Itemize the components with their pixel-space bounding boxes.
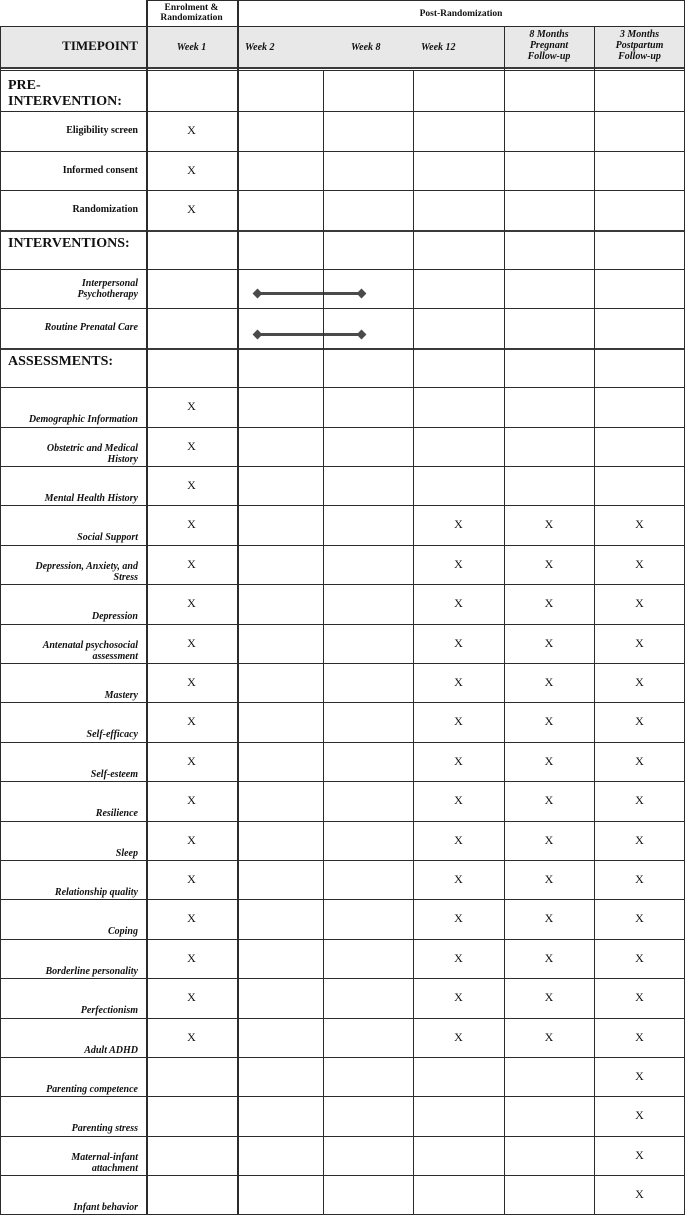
assessment-row-label: Infant behavior bbox=[73, 1202, 138, 1214]
assessment-row-label: Obstetric and Medical History bbox=[46, 442, 138, 465]
assessment-row-mark: X bbox=[635, 1187, 644, 1202]
assessment-row-label: Perfectionism bbox=[80, 1005, 138, 1017]
assessment-row-mark: X bbox=[544, 596, 554, 611]
row-divider bbox=[0, 1057, 685, 1058]
row-divider bbox=[0, 1175, 685, 1176]
assessment-row-mark: X bbox=[635, 675, 644, 689]
intervention-duration-bar bbox=[258, 292, 361, 295]
row-divider bbox=[0, 505, 685, 506]
assessment-row-mark: X bbox=[187, 478, 196, 492]
assessment-row-mark: X bbox=[454, 714, 463, 729]
assessment-row-label: Coping bbox=[107, 926, 138, 938]
row-divider bbox=[0, 348, 685, 350]
assessment-row-mark: X bbox=[187, 596, 196, 611]
assessment-row-label: Mastery bbox=[104, 690, 138, 701]
assessment-row-mark: X bbox=[544, 714, 554, 729]
row-divider bbox=[0, 269, 685, 270]
bar-end-marker bbox=[357, 330, 367, 340]
row-divider bbox=[0, 1096, 685, 1097]
assessment-row-mark: X bbox=[454, 517, 463, 532]
assessment-row-label: Demographic Information bbox=[28, 414, 138, 426]
pre-row-label: Randomization bbox=[72, 204, 138, 216]
row-divider bbox=[0, 387, 685, 388]
assessment-row-mark: X bbox=[454, 753, 463, 768]
column-divider bbox=[413, 70, 414, 1215]
assessment-row-label: Parenting stress bbox=[71, 1123, 138, 1135]
assessment-row-label: Social Support bbox=[77, 532, 138, 544]
assessment-row-label: Depression bbox=[91, 611, 138, 623]
row-divider bbox=[0, 663, 685, 664]
assessment-row-mark: X bbox=[454, 556, 463, 571]
eight-months-header: 8 Months Pregnant Follow-up bbox=[527, 29, 571, 62]
assessment-row-mark: X bbox=[187, 832, 196, 847]
three-months-header: 3 Months Postpartum Follow-up bbox=[615, 29, 664, 62]
assessment-row-mark: X bbox=[544, 832, 554, 847]
row-divider bbox=[0, 308, 685, 309]
assessment-row-label: Self-esteem bbox=[90, 768, 138, 780]
assessment-row-mark: X bbox=[544, 635, 554, 650]
post-randomization-header: Post-Randomization bbox=[419, 9, 503, 19]
assessment-row-label: Adult ADHD bbox=[84, 1044, 138, 1056]
assessment-row-mark: X bbox=[544, 950, 554, 965]
intervention-row-label: Routine Prenatal Care bbox=[44, 322, 138, 334]
left-border bbox=[0, 26, 1, 1215]
assessment-row-mark: X bbox=[635, 714, 644, 729]
row-divider bbox=[0, 702, 685, 703]
assessment-row-mark: X bbox=[187, 556, 196, 571]
intervention-duration-bar bbox=[258, 333, 361, 336]
top-border bbox=[146, 0, 685, 1]
bar-start-marker bbox=[253, 330, 263, 340]
assessment-row-mark: X bbox=[187, 635, 196, 650]
assessment-row-mark: X bbox=[187, 399, 196, 414]
assessment-row-mark: X bbox=[544, 990, 554, 1005]
assessment-row-mark: X bbox=[187, 714, 196, 729]
assessment-row-mark: X bbox=[635, 832, 644, 847]
row-divider bbox=[0, 1018, 685, 1019]
pre-intervention-heading: PRE- INTERVENTION: bbox=[8, 78, 122, 109]
assessments-heading: ASSESSMENTS: bbox=[8, 353, 114, 369]
assessment-row-mark: X bbox=[544, 911, 554, 926]
header-divider bbox=[0, 26, 685, 27]
assessment-row-mark: X bbox=[187, 911, 196, 926]
timepoint-header: TIMEPOINT bbox=[62, 38, 138, 53]
assessment-row-mark: X bbox=[454, 950, 463, 965]
assessment-row-label: Sleep bbox=[115, 847, 138, 859]
assessment-row-mark: X bbox=[187, 793, 196, 808]
pre-row-mark: X bbox=[187, 162, 196, 177]
pre-row-mark: X bbox=[187, 202, 196, 217]
assessment-row-mark: X bbox=[454, 911, 463, 926]
interventions-heading: INTERVENTIONS: bbox=[8, 235, 130, 251]
row-divider bbox=[0, 230, 685, 232]
assessment-row-mark: X bbox=[635, 950, 644, 965]
assessment-row-mark: X bbox=[635, 793, 644, 808]
header-bottom-border bbox=[0, 67, 685, 69]
assessment-row-mark: X bbox=[454, 675, 463, 689]
row-divider bbox=[0, 151, 685, 152]
row-divider bbox=[0, 899, 685, 900]
row-divider bbox=[0, 742, 685, 743]
pre-row-label: Eligibility screen bbox=[66, 125, 138, 137]
pre-row-label: Informed consent bbox=[62, 164, 138, 176]
assessment-row-mark: X bbox=[635, 1108, 644, 1123]
assessment-row-mark: X bbox=[544, 556, 554, 571]
row-divider bbox=[0, 545, 685, 546]
assessment-row-label: Parenting competence bbox=[46, 1084, 138, 1095]
assessment-row-mark: X bbox=[635, 753, 644, 768]
assessment-row-mark: X bbox=[635, 1147, 644, 1162]
row-divider bbox=[0, 978, 685, 979]
assessment-row-label: Antenatal psychosocial assessment bbox=[42, 639, 138, 662]
header-bottom-border bbox=[0, 70, 685, 71]
row-divider bbox=[0, 781, 685, 782]
assessment-row-label: Resilience bbox=[95, 808, 138, 820]
assessment-row-mark: X bbox=[454, 990, 463, 1005]
assessment-row-label: Mental Health History bbox=[44, 493, 138, 504]
assessment-row-mark: X bbox=[544, 1029, 554, 1044]
enrolment-header: Enrolment & Randomization bbox=[160, 3, 223, 23]
intervention-row-label: Interpersonal Psychotherapy bbox=[77, 278, 138, 300]
assessment-row-label: Maternal-infant attachment bbox=[71, 1151, 138, 1174]
assessment-row-mark: X bbox=[187, 950, 196, 965]
column-divider bbox=[146, 0, 148, 1215]
row-divider bbox=[0, 466, 685, 467]
assessment-row-mark: X bbox=[544, 675, 554, 689]
assessment-row-mark: X bbox=[544, 517, 554, 532]
week-2-header: Week 2 bbox=[245, 42, 275, 53]
assessment-row-label: Self-efficacy bbox=[86, 729, 138, 741]
assessment-row-mark: X bbox=[454, 635, 463, 650]
assessment-row-mark: X bbox=[454, 596, 463, 611]
assessment-row-label: Relationship quality bbox=[54, 887, 138, 898]
assessment-row-label: Depression, Anxiety, and Stress bbox=[35, 560, 138, 583]
row-divider bbox=[0, 939, 685, 940]
assessment-row-mark: X bbox=[187, 872, 196, 886]
assessment-row-mark: X bbox=[635, 1029, 644, 1044]
assessment-row-mark: X bbox=[187, 438, 196, 453]
row-divider bbox=[0, 111, 685, 112]
assessment-row-mark: X bbox=[544, 793, 554, 808]
assessment-row-mark: X bbox=[635, 872, 644, 886]
assessment-row-mark: X bbox=[187, 517, 196, 532]
row-divider bbox=[0, 427, 685, 428]
assessment-row-mark: X bbox=[635, 556, 644, 571]
assessment-row-mark: X bbox=[635, 911, 644, 926]
assessment-row-mark: X bbox=[187, 675, 196, 689]
assessment-row-mark: X bbox=[635, 517, 644, 532]
week-12-header: Week 12 bbox=[421, 42, 456, 53]
assessment-row-mark: X bbox=[454, 1029, 463, 1044]
column-divider bbox=[237, 0, 239, 1215]
row-divider bbox=[0, 1136, 685, 1137]
column-divider bbox=[323, 70, 324, 1215]
week-8-header: Week 8 bbox=[351, 42, 381, 53]
assessment-row-mark: X bbox=[187, 1029, 196, 1044]
row-divider bbox=[0, 624, 685, 625]
bar-start-marker bbox=[253, 289, 263, 299]
assessment-row-mark: X bbox=[187, 753, 196, 768]
column-divider bbox=[594, 26, 595, 1215]
assessment-row-mark: X bbox=[635, 1069, 644, 1083]
assessment-row-mark: X bbox=[454, 832, 463, 847]
assessment-row-label: Borderline personality bbox=[45, 965, 138, 977]
row-divider bbox=[0, 860, 685, 861]
assessment-row-mark: X bbox=[635, 990, 644, 1005]
bar-end-marker bbox=[357, 289, 367, 299]
row-divider bbox=[0, 821, 685, 822]
column-divider bbox=[504, 26, 505, 1215]
pre-row-mark: X bbox=[187, 123, 196, 138]
assessment-row-mark: X bbox=[544, 872, 554, 886]
assessment-row-mark: X bbox=[187, 990, 196, 1005]
assessment-row-mark: X bbox=[635, 596, 644, 611]
assessment-row-mark: X bbox=[454, 793, 463, 808]
week-1-header: Week 1 bbox=[176, 42, 207, 53]
assessment-row-mark: X bbox=[635, 635, 644, 650]
row-divider bbox=[0, 190, 685, 191]
assessment-row-mark: X bbox=[454, 872, 463, 886]
row-divider bbox=[0, 584, 685, 585]
assessment-row-mark: X bbox=[544, 753, 554, 768]
